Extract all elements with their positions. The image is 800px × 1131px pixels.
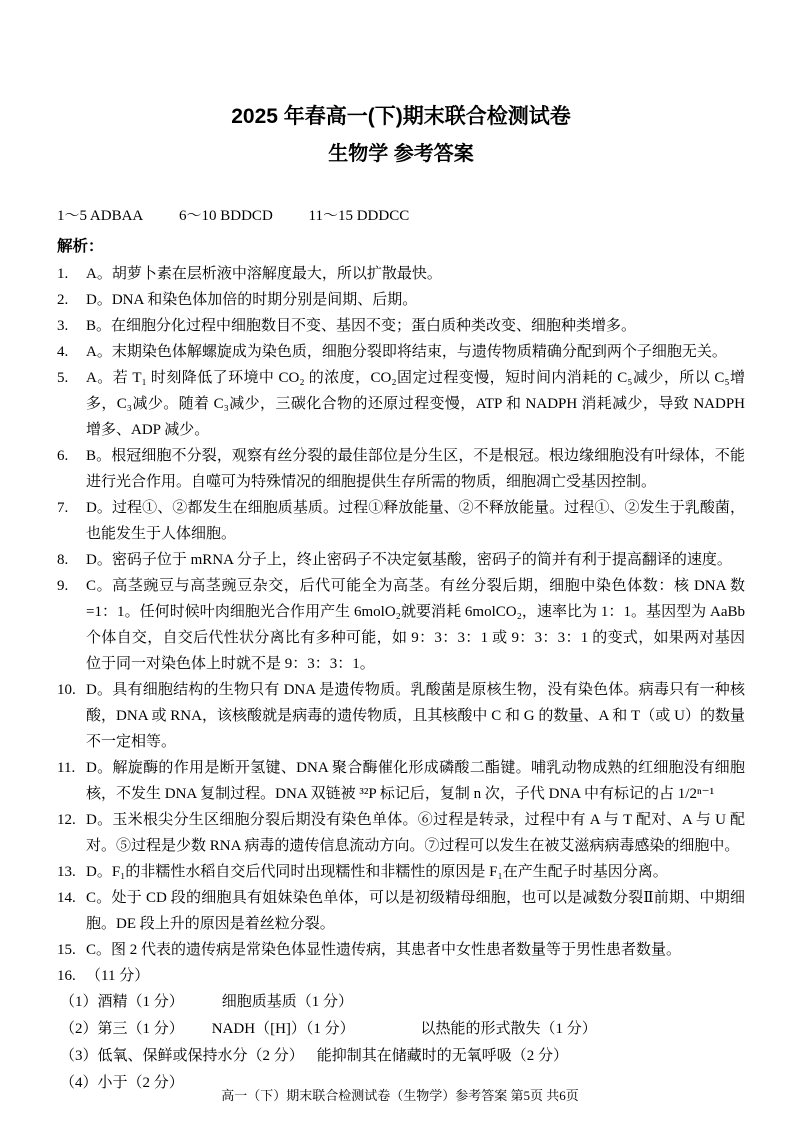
page-subtitle: 生物学 参考答案 <box>328 143 474 165</box>
answer-item-2 <box>57 287 745 313</box>
answer-key-6-10: 6～10 BDDCD <box>179 208 273 224</box>
answer-item-14 <box>57 885 745 937</box>
item-text: A。末期染色体解螺旋成为染色质，细胞分裂即将结束，与遗传物质精确分配到两个子细胞无关。 <box>86 344 727 360</box>
item-number: 1. <box>57 266 69 282</box>
answer-part: 细胞质基质（1 分） <box>221 994 354 1010</box>
answer-part: NADH（[H]）（1 分） <box>211 1021 355 1037</box>
answer-item-11 <box>57 755 745 807</box>
item-text: C。处于 CD 段的细胞具有姐妹染色单体，可以是初级精母细胞，也可以是减数分裂Ⅱ前期、中期细胞。DE 段上升的原因是着丝粒分裂。 <box>86 890 745 932</box>
item-text: A。若 T₁ 时刻降低了环境中 CO₂ 的浓度，CO₂固定过程变慢，短时间内消耗的 C₅减少，所以 C₅增多，C₃减少。随着 C₃减少，三碳化合物的还原过程变慢，ATP 和 NADPH 消耗减少，导致 NADPH 增多、ADP 减少。 <box>86 370 745 438</box>
item-text: D。解旋酶的作用是断开氢键、DNA 聚合酶催化形成磷酸二酯键。哺乳动物成熟的红细胞没有细胞核，不发生 DNA 复制过程。DNA 双链被 ³²P 标记后，复制 n 次，子代 DNA 中有标记的占 1/2ⁿ⁻¹ <box>86 760 745 802</box>
item-number: 8. <box>57 552 69 568</box>
item-text: C。高茎豌豆与高茎豌豆杂交，后代可能全为高茎。有丝分裂后期，细胞中染色体数：核 DNA 数=1：1。任何时候叶肉细胞光合作用产生 6molO₂就要消耗 6molCO₂，速率比为 1：1。基因型为 AaBb 个体自交，自交后代性状分离比有多种可能，如 9：3：3：1 或 9：3：3：1 的变式，如果两对基因位于同一对染色体上时就不是 9：3：3：1。 <box>86 578 745 672</box>
answer-key-11-15: 11～15 DDDCC <box>308 208 410 224</box>
q16-line-1 <box>60 989 745 1016</box>
answer-part: （4）小于（2 分） <box>60 1075 184 1091</box>
item-number: 9. <box>57 578 69 594</box>
item-text: D。玉米根尖分生区细胞分裂后期没有染色单体。⑥过程是转录，过程中有 A 与 T 配对、A 与 U 配对。⑤过程是少数 RNA 病毒的遗传信息流动方向。⑦过程可以发生在被艾滋病病毒感染的细胞中。 <box>86 812 745 854</box>
explanation-list <box>57 261 745 1097</box>
item-number: 12. <box>57 812 76 828</box>
item-text: D。过程①、②都发生在细胞质基质。过程①释放能量、②不释放能量。过程①、②发生于乳酸菌，也能发生于人体细胞。 <box>86 500 745 542</box>
item-number: 7. <box>57 500 69 516</box>
analysis-label: 解析： <box>57 238 104 255</box>
item-number: 4. <box>57 344 69 360</box>
item-number: 3. <box>57 318 69 334</box>
answer-item-12 <box>57 807 745 859</box>
answer-item-10 <box>57 677 745 755</box>
item-number: 13. <box>57 864 76 880</box>
q16-line-3 <box>60 1043 745 1070</box>
item-text: D。F₁的非糯性水稻自交后代同时出现糯性和非糯性的原因是 F₁在产生配子时基因分离。 <box>86 864 668 880</box>
answer-item-7 <box>57 495 745 547</box>
item-text: （11 分） <box>86 968 150 984</box>
item-number: 16. <box>57 968 76 984</box>
answer-part: （3）低氧、保鲜或保持水分（2 分） <box>60 1048 304 1064</box>
item-number: 14. <box>57 890 76 906</box>
q16-sub-answers <box>57 989 745 1097</box>
answer-key-row <box>57 204 745 228</box>
item-number: 15. <box>57 942 76 958</box>
answer-part: 能抑制其在储藏时的无氧呼吸（2 分） <box>316 1048 569 1064</box>
item-text: C。图 2 代表的遗传病是常染色体显性遗传病，其患者中女性患者数量等于男性患者数量。 <box>86 942 682 958</box>
item-number: 10. <box>57 682 76 698</box>
answer-item-6 <box>57 443 745 495</box>
answer-key-1-5: 1～5 ADBAA <box>57 208 144 224</box>
answer-item-4 <box>57 339 745 365</box>
q16-line-2 <box>60 1016 745 1043</box>
answer-part: （1）酒精（1 分） <box>60 994 184 1010</box>
item-number: 2. <box>57 292 69 308</box>
answer-item-9 <box>57 573 745 677</box>
item-text: D。DNA 和染色体加倍的时期分别是间期、后期。 <box>86 292 418 308</box>
item-number: 5. <box>57 370 69 386</box>
item-text: B。根冠细胞不分裂，观察有丝分裂的最佳部位是分生区，不是根冠。根边缘细胞没有叶绿体，不能进行光合作用。自噬可为特殊情况的细胞提供生存所需的物质，细胞凋亡受基因控制。 <box>86 448 745 490</box>
item-number: 11. <box>57 760 76 776</box>
answer-item-16 <box>57 963 745 989</box>
page-footer: 高一（下）期末联合检测试卷（生物学）参考答案 第5页 共6页 <box>221 1088 579 1103</box>
answer-item-15 <box>57 937 745 963</box>
answer-item-3 <box>57 313 745 339</box>
item-text: D。密码子位于 mRNA 分子上，终止密码子不决定氨基酸，密码子的简并有利于提高翻译的速度。 <box>86 552 732 568</box>
answer-item-13 <box>57 859 745 885</box>
item-text: D。具有细胞结构的生物只有 DNA 是遗传物质。乳酸菌是原核生物，没有染色体。病毒只有一种核酸，DNA 或 RNA，该核酸就是病毒的遗传物质，且其核酸中 C 和 G 的数量、A 和 T（或 U）的数量不一定相等。 <box>86 682 745 750</box>
item-text: B。在细胞分化过程中细胞数目不变、基因不变；蛋白质种类改变、细胞种类增多。 <box>86 318 637 334</box>
answer-part: （2）第三（1 分） <box>60 1021 184 1037</box>
page-title: 2025 年春高一(下)期末联合检测试卷 <box>231 105 571 128</box>
answer-item-8 <box>57 547 745 573</box>
item-text: A。胡萝卜素在层析液中溶解度最大，所以扩散最快。 <box>86 266 442 282</box>
answer-item-5 <box>57 365 745 443</box>
answer-part: 以热能的形式散失（1 分） <box>420 1021 597 1037</box>
item-number: 6. <box>57 448 69 464</box>
answer-item-1 <box>57 261 745 287</box>
